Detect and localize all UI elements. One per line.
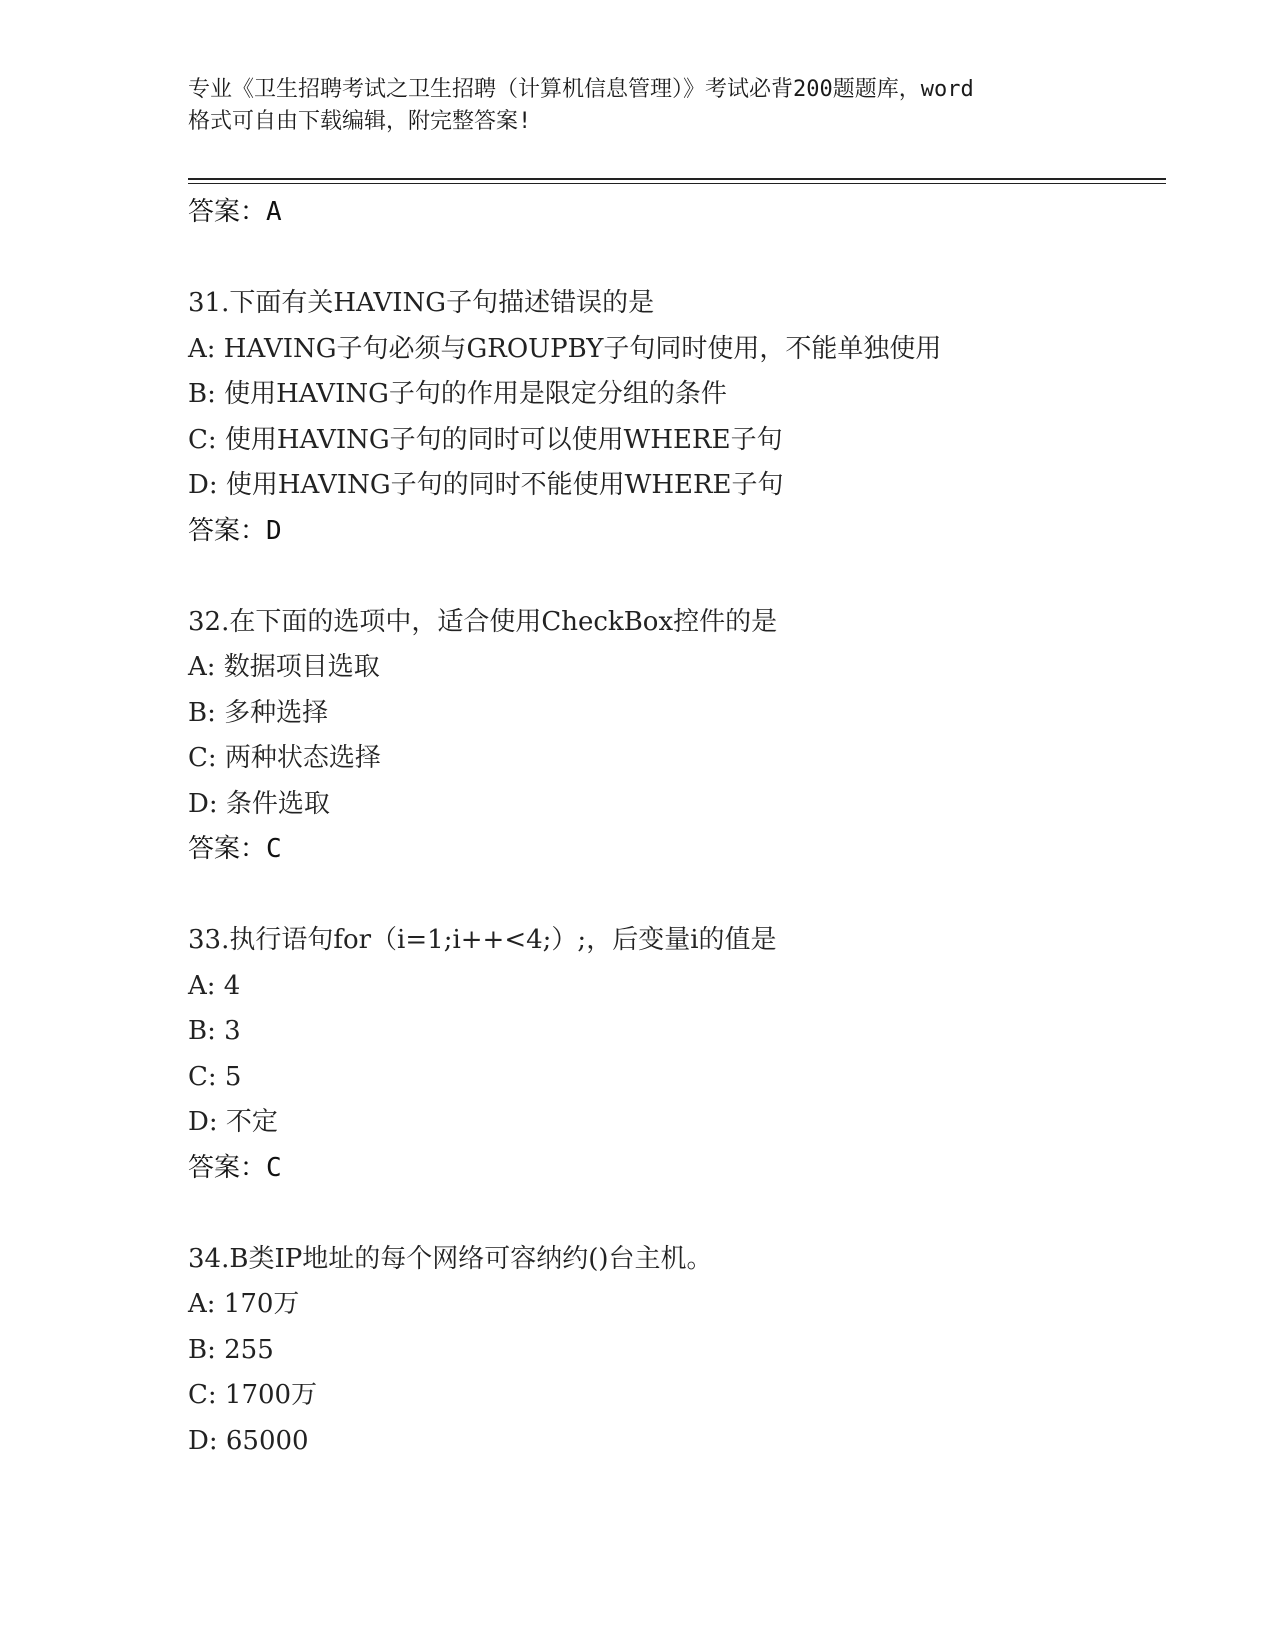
option-b: B: 使用HAVING子句的作用是限定分组的条件 [188,379,727,409]
option-d: D: 不定 [188,1107,278,1137]
answer: 答案：C [188,834,282,864]
option-b: B: 多种选择 [188,697,329,728]
option-a: A: 170万 [188,1289,300,1319]
spacer [188,1191,1148,1237]
option-a: A: 数据项目选取 [188,652,380,682]
header-line-2: 格式可自由下载编辑，附完整答案! [188,109,532,134]
spacer [188,554,1148,600]
header-line-1: 专业《卫生招聘考试之卫生招聘（计算机信息管理）》考试必背200题题库，word [188,77,974,102]
option-d: D: 65000 [188,1425,309,1456]
answer: 答案：C [188,1152,282,1183]
option-b: B: 255 [188,1334,274,1365]
spacer [188,872,1148,918]
question-stem: 34.B类IP地址的每个网络可容纳约()台主机。 [188,1243,713,1274]
option-c: C: 两种状态选择 [188,743,381,773]
question-34 [188,1237,1148,1465]
question-stem: 31.下面有关HAVING子句描述错误的是 [188,288,655,318]
question-stem: 32.在下面的选项中，适合使用CheckBox控件的是 [188,606,778,637]
option-b: B: 3 [188,1016,241,1046]
option-a: A: 4 [188,970,241,1001]
option-c: C: 使用HAVING子句的同时可以使用WHERE子句 [188,424,783,455]
question-31 [188,281,1148,554]
answer: 答案：D [188,515,282,546]
question-list [188,190,1148,1464]
question-33 [188,918,1148,1191]
option-c: C: 1700万 [188,1380,318,1410]
header-divider [188,178,1166,184]
spacer [188,235,1148,281]
previous-answer: 答案：A [188,197,282,227]
question-32 [188,600,1148,873]
document-header [188,74,1118,138]
question-stem: 33.执行语句for（i=1;i++<4;）;，后变量i的值是 [188,925,777,955]
option-d: D: 条件选取 [188,788,330,819]
option-c: C: 5 [188,1061,242,1092]
option-a: A: HAVING子句必须与GROUPBY子句同时使用，不能单独使用 [188,333,942,364]
option-d: D: 使用HAVING子句的同时不能使用WHERE子句 [188,470,784,500]
